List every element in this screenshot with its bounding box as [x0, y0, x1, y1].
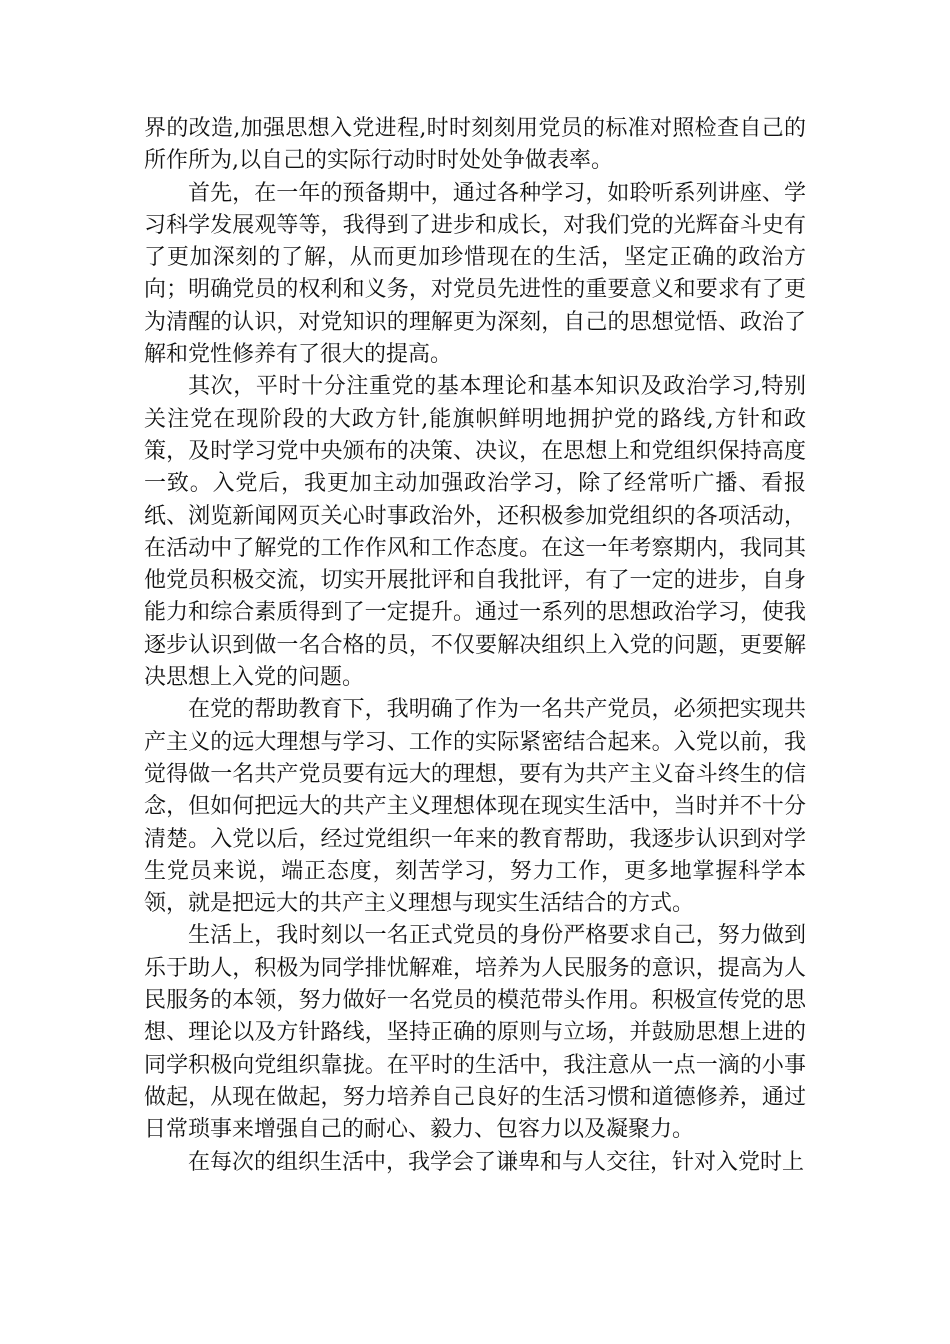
paragraph-party-education: 在党的帮助教育下，我明确了作为一名共产党员，必须把实现共产主义的远大理想与学习、工作的实际紧密结合起来。入党以前，我觉得做一名共产党员要有远大的理想，要有为共产主义奋斗终生的信念，但如何把远大的共产主义理想体现在现实生活中，当时并不十分清楚。入党以后，经过党组织一年来的教育帮助，我逐步认识到对学生党员来说，端正态度，刻苦学习，努力工作，更多地掌握科学本领，就是把远大的共产主义理想与现实生活结合的方式。: [144, 697, 806, 917]
document-body: [144, 113, 806, 1179]
paragraph-organization-life: 在每次的组织生活中，我学会了谦卑和与人交往，针对入党时上: [188, 1149, 805, 1175]
paragraph-daily-life: 生活上，我时刻以一名正式党员的身份严格要求自己，努力做到乐于助人，积极为同学排忧解难，培养为人民服务的意识，提高为人民服务的本领，努力做好一名党员的模范带头作用。积极宣传党的思想、理论以及方针路线，坚持正确的原则与立场，并鼓励思想上进的同学积极向党组织靠拢。在平时的生活中，我注意从一点一滴的小事做起，从现在做起，努力培养自己良好的生活习惯和道德修养，通过日常琐事来增强自己的耐心、毅力、包容力以及凝聚力。: [144, 923, 806, 1143]
paragraph-first: 首先，在一年的预备期中，通过各种学习，如聆听系列讲座、学习科学发展观等等，我得到了进步和成长，对我们党的光辉奋斗史有了更加深刻的了解，从而更加珍惜现在的生活，坚定正确的政治方向；明确党员的权利和义务，对党员先进性的重要意义和要求有了更为清醒的认识，对党知识的理解更为深刻，自己的思想觉悟、政治了解和党性修养有了很大的提高。: [144, 180, 806, 368]
paragraph-second: 其次，平时十分注重党的基本理论和基本知识及政治学习,特别关注党在现阶段的大政方针,能旗帜鲜明地拥护党的路线,方针和政策，及时学习党中央颁布的决策、决议，在思想上和党组织保持高度一致。入党后，我更加主动加强政治学习，除了经常听广播、看报纸、浏览新闻网页关心时事政治外，还积极参加党组织的各项活动，在活动中了解党的工作作风和工作态度。在这一年考察期内，我同其他党员积极交流，切实开展批评和自我批评，有了一定的进步，自身能力和综合素质得到了一定提升。通过一系列的思想政治学习，使我逐步认识到做一名合格的员，不仅要解决组织上入党的问题，更要解决思想上入党的问题。: [144, 374, 806, 691]
paragraph-continuation: 界的改造,加强思想入党进程,时时刻刻用党员的标准对照检查自己的所作所为,以自己的实际行动时时处处争做表率。: [144, 116, 806, 174]
